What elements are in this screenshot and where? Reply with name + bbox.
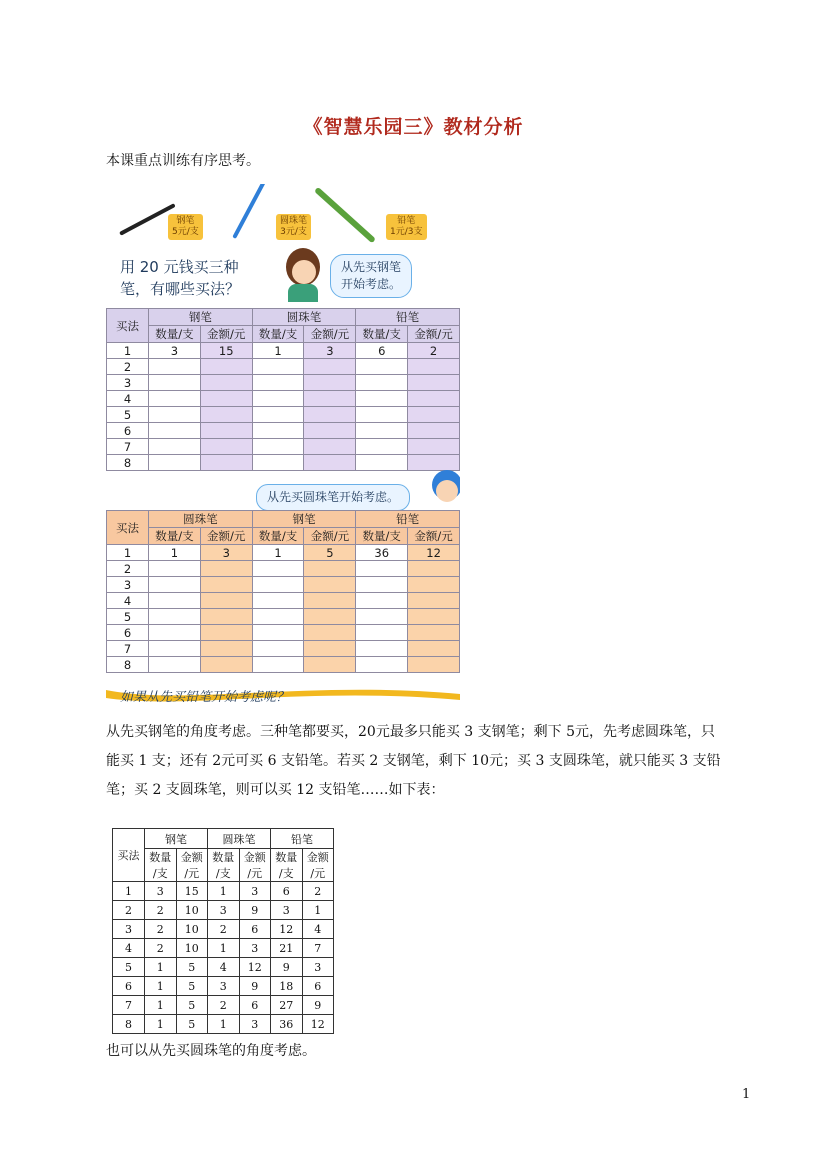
- table-cell: 12: [408, 545, 460, 561]
- table-cell: 10: [176, 920, 208, 939]
- table-cell: [252, 391, 304, 407]
- table-cell: [408, 657, 460, 673]
- sub-header: 金额/元: [304, 326, 356, 343]
- table-cell: [200, 391, 252, 407]
- table-cell: 18: [271, 977, 303, 996]
- sub-header: 数量/支: [356, 326, 408, 343]
- row-index-cell: 5: [107, 609, 149, 625]
- group-header: 钢笔: [145, 829, 208, 849]
- sub-header-line: /元: [310, 867, 326, 880]
- price-tag-pencil: [386, 214, 427, 240]
- table-cell: [200, 593, 252, 609]
- table-cell: [304, 577, 356, 593]
- table-cell: [408, 439, 460, 455]
- page-number: 1: [742, 1087, 751, 1102]
- sub-header-line: /支: [278, 867, 294, 880]
- table-cell: [252, 423, 304, 439]
- table-cell: [252, 375, 304, 391]
- table-cell: [149, 609, 201, 625]
- table-cell: [252, 593, 304, 609]
- tag-name: 钢笔: [176, 216, 195, 226]
- table-cell: [304, 593, 356, 609]
- sub-header: 金额/元: [408, 528, 460, 545]
- table-cell: [149, 625, 201, 641]
- tag-price: 3元/支: [280, 227, 307, 237]
- row-index-cell: 1: [113, 882, 145, 901]
- table-row: [113, 882, 334, 901]
- table-cell: [200, 359, 252, 375]
- sub-header: 数量/支: [252, 326, 304, 343]
- group-header: 铅笔: [356, 309, 460, 326]
- table-cell: [149, 359, 201, 375]
- table-cell: [304, 391, 356, 407]
- table-cell: 3: [145, 882, 177, 901]
- sub-header: [239, 849, 271, 882]
- table-cell: [356, 439, 408, 455]
- table-row: [107, 593, 460, 609]
- tag-price: 5元/支: [172, 227, 199, 237]
- row-index-cell: 8: [113, 1015, 145, 1034]
- table-cell: 15: [176, 882, 208, 901]
- table-cell: [356, 561, 408, 577]
- table-cell: [252, 359, 304, 375]
- table-row: [107, 423, 460, 439]
- table-cell: [356, 455, 408, 471]
- table-cell: [408, 609, 460, 625]
- table-row: [107, 625, 460, 641]
- table-cell: [200, 577, 252, 593]
- group-header: 圆珠笔: [208, 829, 271, 849]
- girl-face: [292, 260, 316, 284]
- table-cell: [408, 359, 460, 375]
- table-row: [107, 391, 460, 407]
- row-index-cell: 7: [113, 996, 145, 1015]
- ballpoint-pen-icon: [232, 184, 266, 239]
- bubble-line: 开始考虑。: [341, 277, 402, 291]
- table-cell: [304, 375, 356, 391]
- table-cell: [304, 359, 356, 375]
- table-cell: 1: [145, 958, 177, 977]
- table-cell: [200, 625, 252, 641]
- col-header-method: 买法: [113, 829, 145, 882]
- row-index-cell: 2: [107, 561, 149, 577]
- table-cell: [252, 657, 304, 673]
- table-cell: [408, 423, 460, 439]
- table-cell: [149, 561, 201, 577]
- table-cell: [304, 625, 356, 641]
- table-cell: [408, 455, 460, 471]
- girl-body: [288, 284, 318, 302]
- table-cell: 27: [271, 996, 303, 1015]
- row-index-cell: 7: [107, 641, 149, 657]
- table-row: [107, 455, 460, 471]
- sub-header: 金额/元: [304, 528, 356, 545]
- table-cell: 5: [176, 977, 208, 996]
- row-index-cell: 8: [107, 657, 149, 673]
- table-cell: 5: [176, 1015, 208, 1034]
- table-cell: 3: [304, 343, 356, 359]
- table-cell: [200, 455, 252, 471]
- table-cell: [356, 359, 408, 375]
- table-cell: 3: [239, 939, 271, 958]
- tag-name: 圆珠笔: [280, 216, 308, 226]
- table-cell: 1: [208, 1015, 240, 1034]
- table-cell: 3: [239, 882, 271, 901]
- table-cell: 3: [239, 1015, 271, 1034]
- table-cell: 2: [208, 920, 240, 939]
- sub-header-line: 金额: [306, 851, 329, 864]
- table-cell: 9: [239, 901, 271, 920]
- textbook-figure: [106, 184, 460, 708]
- table-cell: [408, 375, 460, 391]
- row-index-cell: 8: [107, 455, 149, 471]
- table-cell: [356, 641, 408, 657]
- table-row: [107, 439, 460, 455]
- table-cell: [304, 641, 356, 657]
- table-cell: [149, 439, 201, 455]
- table-cell: [149, 593, 201, 609]
- table-row: [113, 901, 334, 920]
- sub-header: 数量/支: [149, 326, 201, 343]
- table-cell: 1: [149, 545, 201, 561]
- sub-header: 金额/元: [200, 326, 252, 343]
- table-cell: [149, 657, 201, 673]
- row-index-cell: 6: [107, 625, 149, 641]
- closing-text: 也可以从先买圆珠笔的角度考虑。: [106, 1043, 316, 1059]
- sub-header-line: /元: [184, 867, 200, 880]
- table-cell: 36: [356, 545, 408, 561]
- group-header: 圆珠笔: [149, 511, 253, 528]
- row-index-cell: 2: [107, 359, 149, 375]
- row-index-cell: 4: [107, 593, 149, 609]
- sub-header: 数量/支: [356, 528, 408, 545]
- table-cell: 2: [302, 882, 334, 901]
- sub-header: [208, 849, 240, 882]
- table-cell: 12: [239, 958, 271, 977]
- row-index-cell: 7: [107, 439, 149, 455]
- sub-header-line: /支: [215, 867, 231, 880]
- textbook-table-ballpoint-first: [106, 510, 460, 673]
- table-cell: [356, 625, 408, 641]
- row-index-cell: 2: [113, 901, 145, 920]
- table-row: [113, 1015, 334, 1034]
- table-cell: [252, 625, 304, 641]
- table-cell: [252, 641, 304, 657]
- sub-header: [271, 849, 303, 882]
- table-cell: 15: [200, 343, 252, 359]
- table-cell: 6: [239, 996, 271, 1015]
- table-cell: [408, 625, 460, 641]
- sub-header: 数量/支: [149, 528, 201, 545]
- table-cell: 21: [271, 939, 303, 958]
- table-cell: [252, 577, 304, 593]
- table-cell: [408, 407, 460, 423]
- table-cell: 2: [208, 996, 240, 1015]
- table-cell: [200, 407, 252, 423]
- table-cell: 2: [145, 920, 177, 939]
- table-cell: 12: [302, 1015, 334, 1034]
- table-row: [107, 641, 460, 657]
- table-cell: 7: [302, 939, 334, 958]
- table-cell: [252, 455, 304, 471]
- table-cell: 2: [145, 901, 177, 920]
- table-cell: 12: [271, 920, 303, 939]
- table-cell: [200, 609, 252, 625]
- table-cell: [304, 423, 356, 439]
- table-cell: [408, 391, 460, 407]
- table-row: [107, 657, 460, 673]
- group-header: 铅笔: [271, 829, 334, 849]
- pencil-icon: [314, 187, 376, 244]
- price-tag-pen: [168, 214, 203, 240]
- table-cell: 9: [302, 996, 334, 1015]
- table-row: [113, 920, 334, 939]
- question-line: 用 20 元钱买三种: [120, 258, 239, 276]
- sub-header: [145, 849, 177, 882]
- table-cell: [200, 657, 252, 673]
- row-index-cell: 5: [107, 407, 149, 423]
- table-cell: 5: [176, 996, 208, 1015]
- price-tag-ballpoint: [276, 214, 311, 240]
- speech-bubble-pen: [330, 254, 412, 298]
- table-cell: [252, 439, 304, 455]
- row-index-cell: 6: [107, 423, 149, 439]
- table-cell: [200, 423, 252, 439]
- table-cell: 6: [239, 920, 271, 939]
- row-index-cell: 3: [113, 920, 145, 939]
- table-cell: [304, 609, 356, 625]
- row-index-cell: 1: [107, 343, 149, 359]
- table-row: [113, 996, 334, 1015]
- sub-header-line: /支: [152, 867, 168, 880]
- table-cell: 4: [302, 920, 334, 939]
- sub-header-line: 数量: [149, 851, 172, 864]
- table-cell: 3: [149, 343, 201, 359]
- group-header: 圆珠笔: [252, 309, 356, 326]
- table-cell: 6: [302, 977, 334, 996]
- table-row: [107, 577, 460, 593]
- table-cell: [149, 423, 201, 439]
- table-cell: 2: [408, 343, 460, 359]
- table-cell: [304, 407, 356, 423]
- sub-header-line: 数量: [275, 851, 298, 864]
- row-index-cell: 3: [107, 375, 149, 391]
- table-cell: 1: [145, 996, 177, 1015]
- table-cell: [200, 439, 252, 455]
- tag-name: 铅笔: [397, 216, 416, 226]
- table-cell: [149, 375, 201, 391]
- table-cell: [149, 577, 201, 593]
- table-row: [107, 359, 460, 375]
- sub-header: 数量/支: [252, 528, 304, 545]
- sub-header: 金额/元: [200, 528, 252, 545]
- table-cell: [149, 391, 201, 407]
- analysis-paragraph: 从先买钢笔的角度考虑。三种笔都要买，20元最多只能买 3 支钢笔；剩下 5元，先考虑圆珠笔，只能买 1 支；还有 2元可买 6 支铅笔。若买 2 支钢笔，剩下 10元；买 3 支圆珠笔，就只能买 3 支铅笔；买 2 支圆珠笔，则可以买 12 支铅笔……如下表：: [106, 724, 721, 798]
- table-cell: [408, 577, 460, 593]
- table-cell: [200, 641, 252, 657]
- table-cell: 1: [252, 343, 304, 359]
- table-cell: [408, 593, 460, 609]
- sub-header: [176, 849, 208, 882]
- question-line: 笔，有哪些买法？: [120, 280, 241, 298]
- table-row: [113, 977, 334, 996]
- col-header-method: 买法: [107, 309, 149, 343]
- table-cell: 3: [208, 977, 240, 996]
- table-cell: 36: [271, 1015, 303, 1034]
- sub-header-line: 数量: [212, 851, 235, 864]
- row-index-cell: 6: [113, 977, 145, 996]
- tag-price: 1元/3支: [390, 227, 423, 237]
- table-row: [107, 407, 460, 423]
- table-cell: 1: [252, 545, 304, 561]
- table-cell: [304, 455, 356, 471]
- table-cell: 1: [208, 882, 240, 901]
- intro-text: 本课重点训练有序思考。: [106, 153, 260, 169]
- group-header: 钢笔: [149, 309, 253, 326]
- table-cell: 10: [176, 939, 208, 958]
- table-cell: 5: [304, 545, 356, 561]
- table-cell: 5: [176, 958, 208, 977]
- table-cell: [356, 375, 408, 391]
- page-title: 《智慧乐园三》教材分析: [303, 116, 524, 138]
- table-cell: 9: [239, 977, 271, 996]
- table-cell: 1: [145, 977, 177, 996]
- group-header: 铅笔: [356, 511, 460, 528]
- table-row: [107, 609, 460, 625]
- sub-header-line: 金额: [180, 851, 203, 864]
- row-index-cell: 4: [113, 939, 145, 958]
- table-cell: [408, 641, 460, 657]
- figure-bottom-text: 如果从先买铅笔开始考虑呢？: [120, 690, 290, 705]
- table-cell: [304, 439, 356, 455]
- row-index-cell: 4: [107, 391, 149, 407]
- table-cell: [252, 407, 304, 423]
- sub-header: [302, 849, 334, 882]
- table-row: [107, 343, 460, 359]
- table-row: [113, 939, 334, 958]
- table-cell: 9: [271, 958, 303, 977]
- group-header: 钢笔: [252, 511, 356, 528]
- table-cell: [149, 641, 201, 657]
- bubble-line: 从先买钢笔: [341, 260, 402, 274]
- table-cell: 6: [356, 343, 408, 359]
- row-index-cell: 1: [107, 545, 149, 561]
- table-cell: [304, 657, 356, 673]
- row-index-cell: 5: [113, 958, 145, 977]
- table-cell: 6: [271, 882, 303, 901]
- table-cell: [304, 561, 356, 577]
- table-cell: [356, 609, 408, 625]
- sub-header-line: /元: [247, 867, 263, 880]
- table-cell: [149, 407, 201, 423]
- table-cell: [252, 609, 304, 625]
- speech-bubble-ballpoint: 从先买圆珠笔开始考虑。: [256, 484, 410, 511]
- table-cell: 1: [145, 1015, 177, 1034]
- table-row: [113, 958, 334, 977]
- col-header-method: 买法: [107, 511, 149, 545]
- table-row: [107, 561, 460, 577]
- table-cell: [149, 455, 201, 471]
- table-cell: [356, 391, 408, 407]
- table-cell: 3: [208, 901, 240, 920]
- sub-header: 金额/元: [408, 326, 460, 343]
- table-row: [107, 375, 460, 391]
- table-cell: 10: [176, 901, 208, 920]
- table-cell: [356, 407, 408, 423]
- textbook-table-pen-first: [106, 308, 460, 471]
- table-cell: [200, 561, 252, 577]
- row-index-cell: 3: [107, 577, 149, 593]
- table-cell: 4: [208, 958, 240, 977]
- combinations-table: [112, 828, 334, 1034]
- boy-face: [436, 480, 458, 502]
- table-cell: 2: [145, 939, 177, 958]
- table-cell: [356, 423, 408, 439]
- table-cell: [356, 577, 408, 593]
- figure-question: [120, 256, 240, 300]
- table-row: [107, 545, 460, 561]
- table-cell: 3: [302, 958, 334, 977]
- table-cell: [356, 657, 408, 673]
- table-cell: [356, 593, 408, 609]
- table-cell: 1: [208, 939, 240, 958]
- table-cell: [200, 375, 252, 391]
- table-cell: [252, 561, 304, 577]
- table-cell: [408, 561, 460, 577]
- table-cell: 1: [302, 901, 334, 920]
- table-cell: 3: [271, 901, 303, 920]
- table-cell: 3: [200, 545, 252, 561]
- sub-header-line: 金额: [243, 851, 266, 864]
